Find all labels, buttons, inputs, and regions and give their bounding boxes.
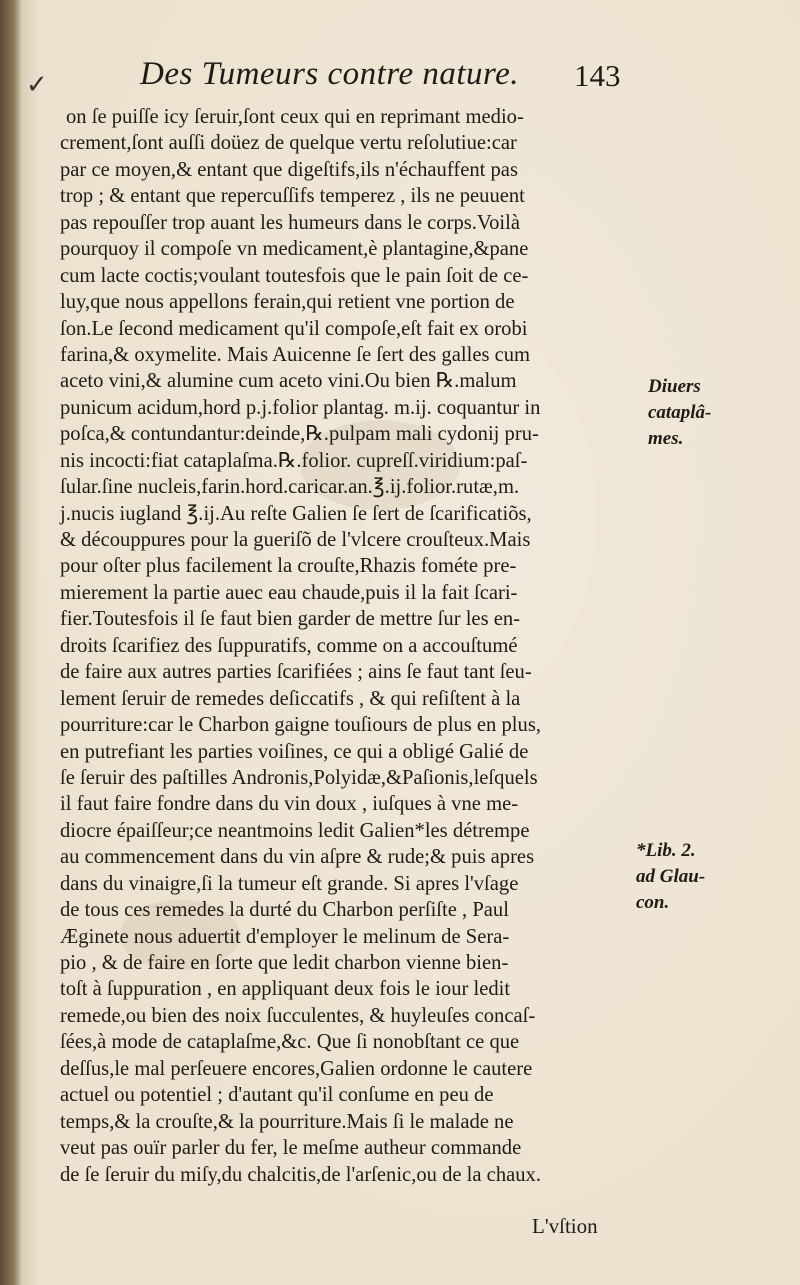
text-line: pas repouſſer trop auant les humeurs dans le corps.Voilà <box>60 211 520 234</box>
text-line: veut pas ouïr parler du fer, le meſme autheur commande <box>60 1137 522 1160</box>
text-line: trop ; & entant que repercuſſifs temperez , ils ne peuuent <box>60 185 525 208</box>
text-line: dans du vinaigre,ſi la tumeur eſt grande. Si apres l'vſage <box>60 872 519 895</box>
text-line: farina,& oxymelite. Mais Auicenne ſe ſert des galles cum <box>60 343 531 366</box>
text-line: mierement la partie auec eau chaude,puis il la fait ſcari- <box>60 581 518 604</box>
text-line: de faire aux autres parties ſcarifiées ; ains ſe faut tant ſeu- <box>60 661 532 684</box>
text-line: ſular.ſine nucleis,farin.hord.caricar.an.℥.ij.folior.rutæ,m. <box>60 476 520 499</box>
text-line: nis incocti:fiat cataplaſma.℞.folior. cupreſſ.viridium:paſ- <box>60 449 528 472</box>
text-line: cum lacte coctis;voulant toutesfois que le pain ſoit de ce- <box>60 264 529 287</box>
text-line: pourquoy il compoſe vn medicament,è plantagine,&pane <box>60 238 529 261</box>
text-line: toſt à ſuppuration , en appliquant deux fois le iour ledit <box>60 978 511 1001</box>
text-line: deſſus,le mal perſeuere encores,Galien ordonne le cautere <box>60 1057 533 1080</box>
text-line: aceto vini,& alumine cum aceto vini.Ou bien ℞.malum <box>60 370 517 393</box>
margin-note-line: *Lib. 2. <box>636 840 696 861</box>
check-mark-icon: ✓ <box>26 70 48 100</box>
text-line: poſca,& contundantur:deinde,℞.pulpam mali cydonij pru- <box>60 423 539 446</box>
text-line: remede,ou bien des noix ſucculentes, & huyleuſes concaſ- <box>60 1004 536 1027</box>
page-gutter-shadow <box>0 0 22 1285</box>
text-line: lement ſeruir de remedes deſiccatifs , & qui reſiſtent à la <box>60 687 521 710</box>
body-text <box>60 104 626 1188</box>
text-line: pour oſter plus facilement la crouſte,Rhazis fométe pre- <box>60 555 517 578</box>
text-line: temps,& la crouſte,& la pourriture.Mais ſi le malade ne <box>60 1110 514 1133</box>
margin-note-line: ad Glau- <box>636 866 706 887</box>
page-number: 143 <box>574 58 621 93</box>
text-line: par ce moyen,& entant que digeſtifs,ils n'échauffent pas <box>60 158 518 181</box>
text-line: ſon.Le ſecond medicament qu'il compoſe,eſt fait ex orobi <box>60 317 528 340</box>
text-line: j.nucis iugland ℥.ij.Au reſte Galien ſe ſert de ſcarificatiõs, <box>60 502 532 525</box>
text-line: diocre épaiſſeur;ce neantmoins ledit Galien*les détrempe <box>60 819 530 842</box>
text-line: de ſe ſeruir du miſy,du chalcitis,de l'arſenic,ou de la chaux. <box>60 1163 542 1186</box>
text-line: il faut faire fondre dans du vin doux , iuſques à vne me- <box>60 793 519 816</box>
margin-note <box>648 374 711 452</box>
text-line: on ſe puiſſe icy ſeruir,ſont ceux qui en reprimant medio- <box>66 106 524 128</box>
text-line: crement,ſont auſſi doüez de quelque vertu reſolutiue:car <box>60 132 517 155</box>
text-line: au commencement dans du vin aſpre & rude;& puis apres <box>60 846 535 869</box>
text-line: de tous ces remedes la durté du Charbon perſiſte , Paul <box>60 899 509 922</box>
text-line: punicum acidum,hord p.j.folior plantag. m.ij. coquantur in <box>60 396 541 419</box>
text-line: ſe ſeruir des paſtilles Andronis,Polyidæ,&Paſionis,leſquels <box>60 766 538 789</box>
running-head: Des Tumeurs contre nature. <box>140 56 520 92</box>
text-line: Æginete nous aduertit d'employer le melinum de Sera- <box>60 925 510 948</box>
margin-note-line: con. <box>636 892 670 913</box>
text-line: pourriture:car le Charbon gaigne touſiours de plus en plus, <box>60 714 541 737</box>
text-line: droits ſcarifiez des ſuppuratifs, comme on a accouſtumé <box>60 634 518 657</box>
text-line: fier.Toutesfois il ſe faut bien garder de mettre ſur les en- <box>60 608 521 631</box>
text-line: & découppures pour la gueriſõ de l'vlcere crouſteux.Mais <box>60 529 531 551</box>
text-line: actuel ou potentiel ; d'autant qu'il conſume en peu de <box>60 1084 494 1107</box>
margin-note-line: cataplâ- <box>648 402 712 423</box>
catchword: L'vſtion <box>532 1214 598 1238</box>
text-line: ſées,à mode de cataplaſme,&c. Que ſi nonobſtant ce que <box>60 1031 520 1054</box>
text-line: pio , & de faire en ſorte que ledit charbon vienne bien- <box>60 952 509 974</box>
margin-note-reference <box>636 838 705 916</box>
margin-note-line: mes. <box>648 428 684 449</box>
margin-note-line: Diuers <box>648 376 701 397</box>
text-line: en putrefiant les parties voiſines, ce qui a obligé Galié de <box>60 740 529 763</box>
text-line: luy,que nous appellons ferain,qui retient vne portion de <box>60 291 515 314</box>
